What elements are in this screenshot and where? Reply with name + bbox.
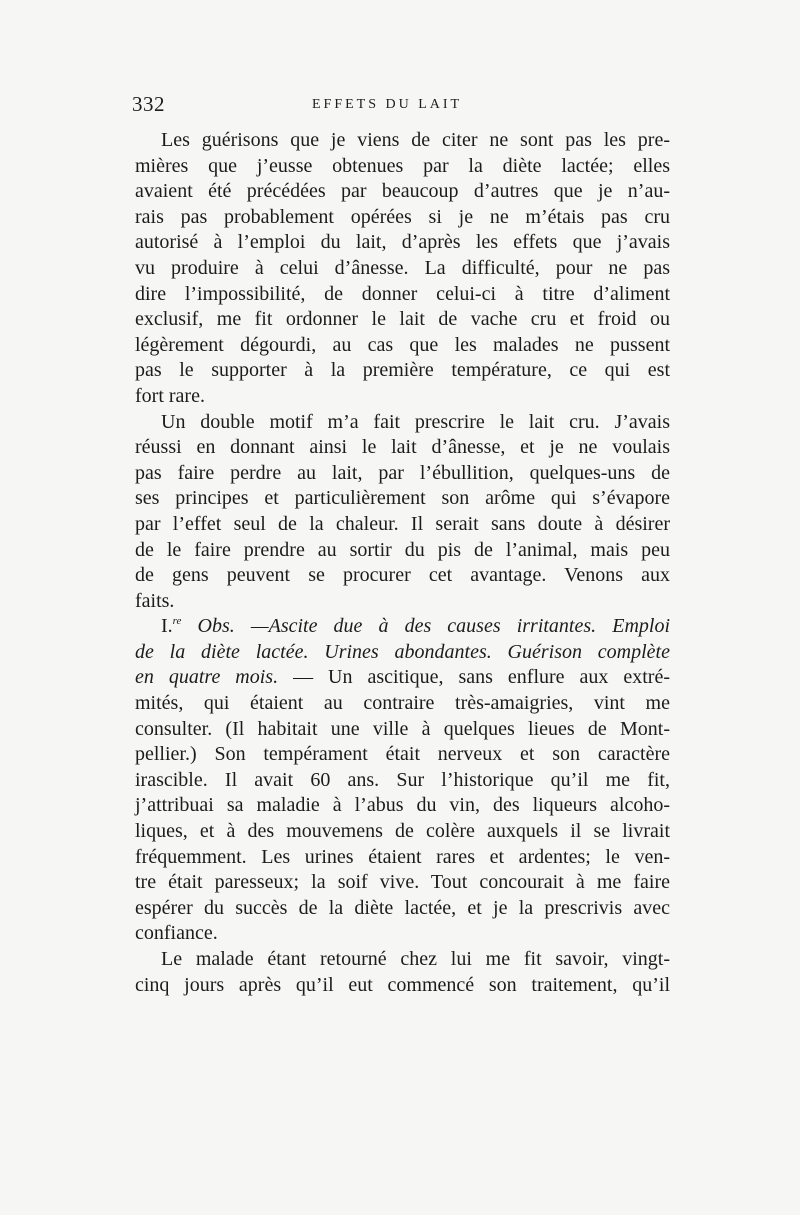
body-text [135,128,670,998]
text-line: consulter. (Il habitait une ville à quelques lieues de Mont- [135,717,670,740]
text-line: confiance. [135,922,218,945]
text-line: exclusif, me fit ordonner le lait de vache cru et froid ou [135,308,670,331]
text-line: de le faire prendre au sortir du pis de l’animal, mais peu [135,538,670,561]
text-line: Les guérisons que je viens de citer ne sont pas les pre- [161,129,670,151]
running-title: EFFETS DU LAIT [312,97,463,112]
observation-text-start: — Un ascitique, sans enflure aux extré- [278,666,671,689]
text-line: j’attribuai sa maladie à l’abus du vin, des liqueurs alcoho- [135,794,670,817]
text-line: fréquemment. Les urines étaient rares et ardentes; le ven- [135,845,670,868]
observation-heading-line: de la diète lactée. Urines abondantes. Guérison complète [135,640,670,663]
text-line: pas faire perdre au lait, par l’ébullition, quelques-uns de [135,461,670,484]
text-line: pas le supporter à la première température, ce qui est [135,359,670,382]
text-line: Le malade étant retourné chez lui me fit savoir, vingt- [161,948,670,970]
text-line: liques, et à des mouvemens de colère auxquels il se livrait [135,820,670,843]
observation-heading-line [135,665,670,691]
text-line: tre était paresseux; la soif vive. Tout concourait à me faire [135,871,670,894]
text-line: vu produire à celui d’ânesse. La difficulté, pour ne pas [135,256,670,279]
text-line: espérer du succès de la diète lactée, et je la prescrivis avec [135,896,670,919]
text-line: avaient été précédées par beaucoup d’autres que je n’au- [135,180,670,203]
text-line: irascible. Il avait 60 ans. Sur l’historique qu’il me fit, [135,768,670,791]
observation-heading-italic: en quatre mois. [135,666,279,689]
text-line: pellier.) Son tempérament était nerveux et son caractère [135,743,670,766]
page-header [132,92,672,118]
text-line: cinq jours après qu’il eut commencé son traitement, qu’il [135,973,670,996]
text-line: mités, qui étaient au contraire très-amaigries, vint me [135,692,670,715]
text-line: autorisé à l’emploi du lait, d’après les effets que j’avais [135,231,670,254]
text-line: réussi en donnant ainsi le lait d’ânesse, et je ne voulais [135,436,670,459]
text-line: légèrement dégourdi, au cas que les malades ne pussent [135,333,670,356]
page-number: 332 [132,92,165,116]
text-line: de gens peuvent se procurer cet avantage. Venons aux [135,564,670,587]
text-line: par l’effet seul de la chaleur. Il serait sans doute à désirer [135,512,670,535]
text-line: dire l’impossibilité, de donner celui-ci à titre d’aliment [135,282,670,305]
text-line: ses principes et particulièrement son arôme qui s’évapore [135,487,670,510]
text-line: fort rare. [135,384,205,407]
observation-heading [135,614,670,640]
observation-number: I. [161,615,173,638]
text-line: rais pas probablement opérées si je ne m’étais pas cru [135,205,670,228]
observation-heading-text: Obs. —Ascite due à des causes irritantes. Emploi [197,615,670,638]
observation-number-sup: re [172,615,182,628]
text-line: Un double motif m’a fait prescrire le lait cru. J’avais [161,410,670,433]
text-line: mières que j’eusse obtenues par la diète lactée; elles [135,154,670,177]
text-line: faits. [135,589,175,612]
